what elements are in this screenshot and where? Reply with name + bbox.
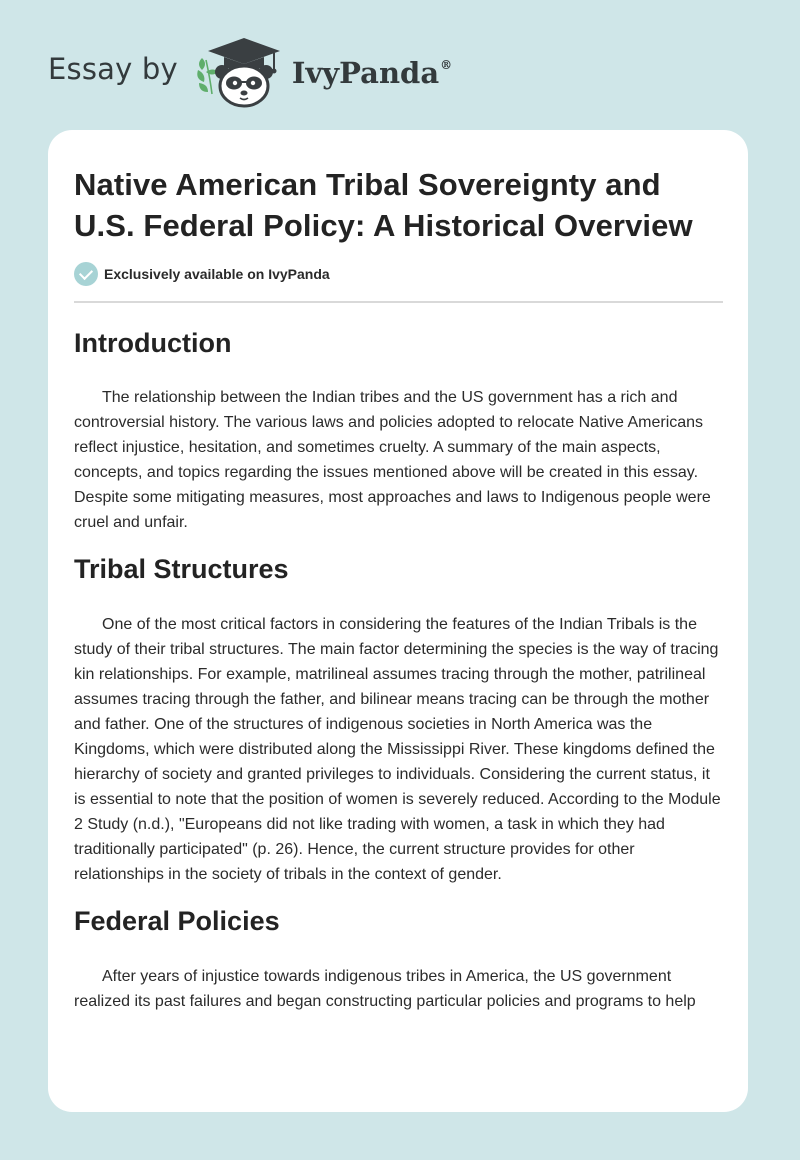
section-body-federal-policies: After years of injustice towards indigenous tribes in America, the US government realized its past failures and began constructing particular policies and programs to help (74, 968, 696, 1010)
check-circle-icon (74, 262, 98, 286)
essay-title: Native American Tribal Sovereignty and U.S. Federal Policy: A Historical Overview (74, 167, 693, 243)
brand-text: IvyPanda (291, 56, 440, 90)
exclusive-badge-label: Exclusively available on IvyPanda (104, 266, 330, 282)
essay-content (74, 164, 724, 1014)
site-header (48, 36, 452, 108)
section-heading-introduction: Introduction (74, 328, 232, 358)
section-heading-federal-policies: Federal Policies (74, 906, 280, 936)
exclusive-badge (74, 261, 724, 287)
section-heading-tribal-structures: Tribal Structures (74, 554, 289, 584)
section-body-tribal-structures: One of the most critical factors in considering the features of the Indian Tribals is the study of their tribal structures. The main factor determining the species is the way of tracing kin relationships. For example, matrilineal assumes tracing through the mother, patrilineal assumes tracing through the father, and bilinear means tracing can be through the mother and father. One of the structures of indigenous societies in North America was the Kingdoms, which were distributed along the Mississippi River. These kingdoms defined the hierarchy of society and granted privileges to individuals. Considering the current status, it is essential to note that the position of women is severely reduced. According to the Module 2 Study (n.d.), "Europeans did not like trading with women, a task in which they had traditionally participated" (p. 26). Hence, the current structure provides for other relationships in the society of tribals in the context of gender. (74, 616, 721, 883)
essay-by-label: Essay by (48, 52, 178, 86)
brand-name[interactable] (292, 56, 452, 90)
registered-mark: ® (440, 58, 453, 72)
section-body-introduction: The relationship between the Indian tribes and the US government has a rich and controversial history. The various laws and policies adopted to relocate Native Americans reflect injustice, hesitation, and sometimes cruelty. A summary of the main aspects, concepts, and topics regarding the issues mentioned above will be created in this essay. Despite some mitigating measures, most approaches and laws to Indigenous people were cruel and unfair. (74, 389, 711, 531)
panda-logo-icon[interactable] (194, 36, 286, 108)
essay-card (48, 130, 748, 1112)
title-divider (74, 301, 723, 303)
